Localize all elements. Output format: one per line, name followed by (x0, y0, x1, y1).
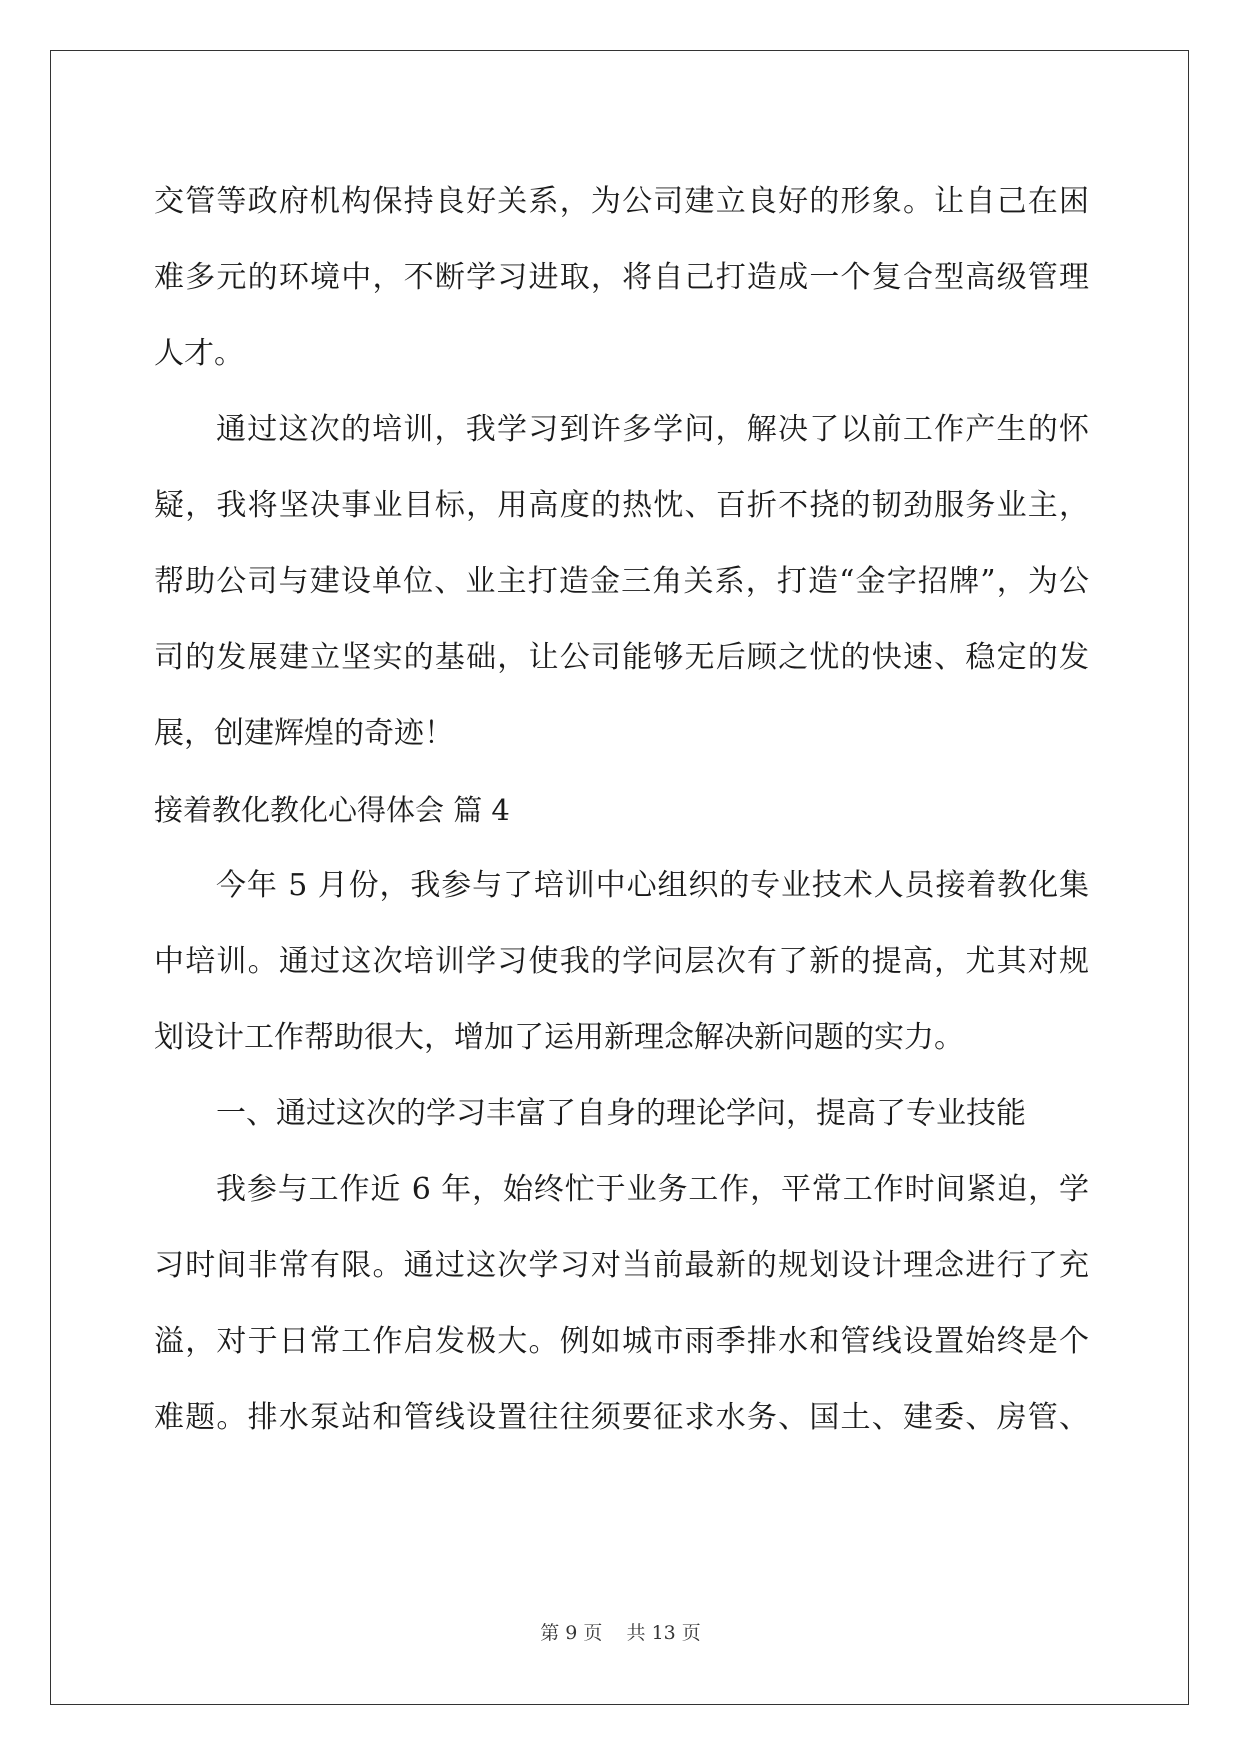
subsection-heading: 一、通过这次的学习丰富了自身的理论学问，提高了专业技能 (216, 1096, 1026, 1131)
text-line: 溢，对于日常工作启发极大。例如城市雨季排水和管线设置始终是个 (154, 1324, 1089, 1359)
text-line: 习时间非常有限。通过这次学习对当前最新的规划设计理念进行了充 (154, 1248, 1089, 1283)
text-line: 划设计工作帮助很大，增加了运用新理念解决新问题的实力。 (154, 1020, 964, 1055)
text-line: 人才。 (154, 336, 244, 371)
paragraph-start-line: 通过这次的培训，我学习到许多学问，解决了以前工作产生的怀 (216, 412, 1089, 447)
text-line: 展，创建辉煌的奇迹！ (154, 716, 454, 751)
text-line: 难多元的环境中，不断学习进取，将自己打造成一个复合型高级管理 (154, 260, 1089, 295)
page-number-footer: 第 9 页 共 13 页 (540, 1622, 701, 1644)
paragraph-start-line: 我参与工作近 6 年，始终忙于业务工作，平常工作时间紧迫，学 (216, 1172, 1089, 1207)
text-line: 难题。排水泵站和管线设置往往须要征求水务、国土、建委、房管、 (154, 1400, 1089, 1435)
text-line: 中培训。通过这次培训学习使我的学问层次有了新的提高，尤其对规 (154, 944, 1089, 979)
section-heading: 接着教化教化心得体会 篇 4 (154, 793, 510, 827)
text-line: 疑，我将坚决事业目标，用高度的热忱、百折不挠的韧劲服务业主， (154, 488, 1089, 523)
paragraph-start-line: 今年 5 月份，我参与了培训中心组织的专业技术人员接着教化集 (216, 868, 1089, 903)
document-body (154, 164, 1089, 1456)
text-line: 帮助公司与建设单位、业主打造金三角关系，打造“金字招牌”，为公 (154, 564, 1089, 599)
text-line: 司的发展建立坚实的基础，让公司能够无后顾之忧的快速、稳定的发 (154, 640, 1089, 675)
text-line: 交管等政府机构保持良好关系，为公司建立良好的形象。让自己在困 (154, 184, 1089, 219)
